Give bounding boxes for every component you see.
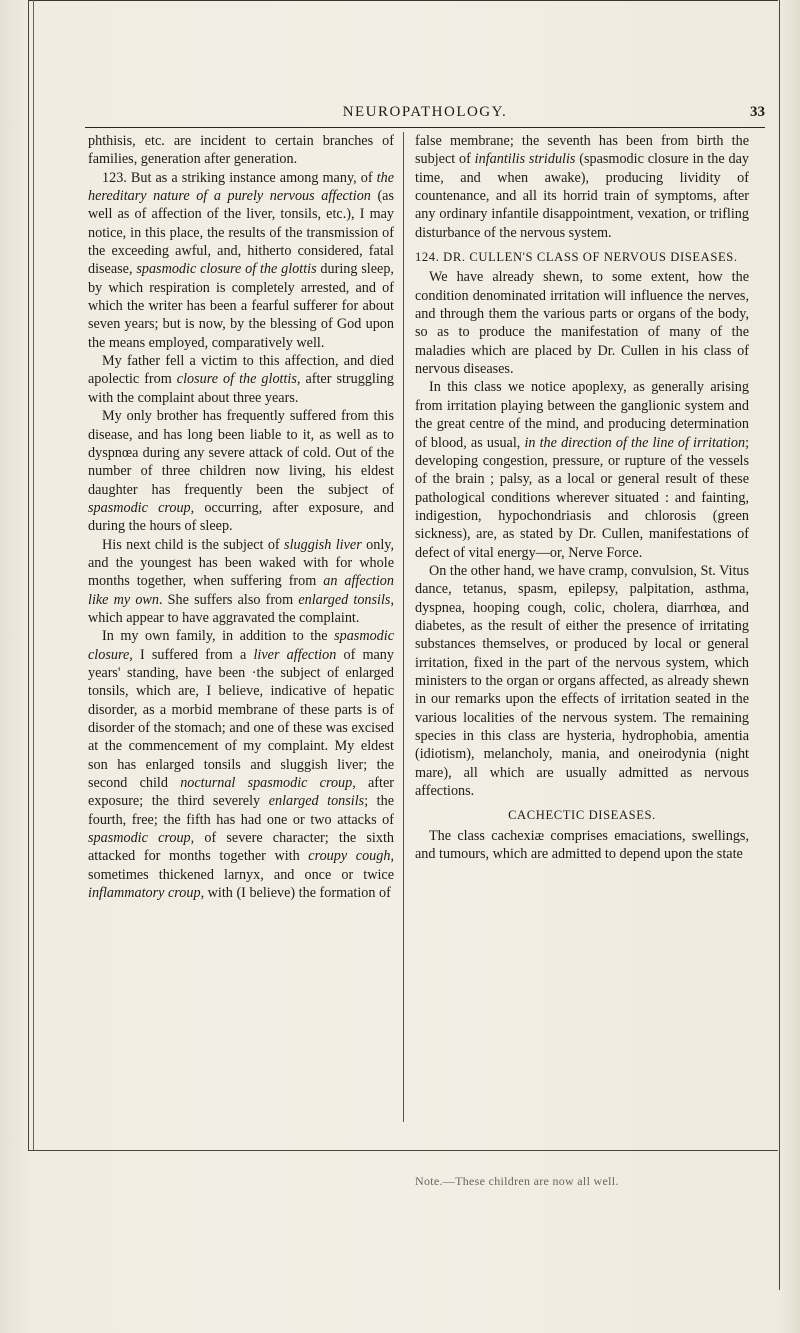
paragraph: We have already shewn, to some extent, how the condition denominated irritation will influence the nerves, and through them the various parts or organs of the body, so as to produce the manifestation of many of the maladies which are placed by Dr. Cullen in his class of nervous diseases. <box>415 269 749 378</box>
paragraph: On the other hand, we have cramp, convulsion, St. Vitus dance, tetanus, spasm, epilepsy, palpitation, asthma, dyspnea, hooping cough, colic, cholera, diarrhœa, and diabetes, as the result of either the presence of irritating substances themselves, or produced by local or general irritation, fixed in the part of the nervous system, which ministers to the organ or organs affected, as already shewn in our remarks upon the effects of irritation seated in the various localities of the nervous system. The remaining species in this class are hysteria, hydrophobia, amentia (idiotism), melancholy, mania, and oneirodynia (night mare), all which are usually admitted as nervous affections. <box>415 562 750 800</box>
paragraph: My father fell a victim to this affection, and died apolectic from closure of the glottis, after struggling with the complaint about three years. <box>88 353 394 406</box>
paragraph: In my own family, in addition to the spasmodic closure, I suffered from a liver affection of many years' standing, have been ·the subject of enlarged tonsils, which are, I believe, indicative of hepatic disorder, as a morbid membrane of these parts is of disorder of the stomach; and one of these was excised at the commencement of my complaint. My eldest son has enlarged tonsils and sluggish liver; the second child nocturnal spasmodic croup, after exposure; the third severely enlarged tonsils; the fourth, free; the fifth has had one or two attacks of spasmodic croup, of severe character; the sixth attacked for months together with croupy cough, sometimes thickened larnyx, and once or twice inflammatory croup, with (I believe) the formation of <box>88 628 394 902</box>
frame-line-right <box>779 0 780 1290</box>
section-heading-124: 124. DR. CULLEN'S CLASS OF NERVOUS DISEASES. <box>415 250 738 265</box>
paragraph: In this class we notice apoplexy, as generally arising from irritation playing between the ganglionic system and the great centre of the mind, and producing determination of blood, as usual, in the direction of the line of irritation; developing congestion, pressure, or rupture of the vessels of the brain ; palsy, as a local or general result of these pathological conditions wherever situated : and fainting, indigestion, hypochondriasis and chlorosis (green sickness), are, as stated by Dr. Cullen, manifestations of defect of vital energy—or, Nerve Force. <box>415 379 750 561</box>
paragraph: The class cachexiæ comprises emaciations, swellings, and tumours, which are admitted to depend upon the state <box>415 827 749 863</box>
page-number: 33 <box>750 104 765 120</box>
column-divider <box>403 132 404 1122</box>
frame-line-left-inner <box>33 0 34 1150</box>
left-column <box>88 132 394 902</box>
header-rule <box>85 127 765 128</box>
frame-line-bottom <box>28 1150 778 1151</box>
paragraph: phthisis, etc. are incident to certain branches of families, generation after generation. <box>88 133 394 168</box>
footnote: Note.—These children are now all well. <box>415 1174 619 1188</box>
paragraph: false membrane; the seventh has been from birth the subject of infantilis stridulis (spasmodic closure in the day time, and when awake), producing lividity of countenance, and all its horrid train of symptoms, after any ordinary infantile disappointment, vexation, or trifling disturbance of the nervous system. <box>415 133 749 241</box>
frame-line-top <box>28 0 778 1</box>
paragraph: His next child is the subject of sluggish liver only, and the youngest has been waked with for whole months together, when suffering from an affection like my own. She suffers also from enlarged tonsils, which appear to have aggravated the complaint. <box>88 536 394 626</box>
running-title: NEUROPATHOLOGY. <box>342 104 508 120</box>
frame-line-left <box>28 0 29 1150</box>
paragraph-123: 123. But as a striking instance among many, of the hereditary nature of a purely nervous affection (as well as of affection of the liver, tonsils, etc.), I may notice, in this place, the results of the transmission of the exceeding awful, and, hitherto considered, fatal disease, spasmodic closure of the glottis during sleep, by which respiration is completely arrested, and of which the writer has been a fearful sufferer for about seven years; but is now, by the blessing of God upon the means employed, comparatively well. <box>88 169 394 351</box>
section-heading-cachectic: CACHECTIC DISEASES. <box>508 808 656 823</box>
right-column <box>415 132 749 863</box>
running-header <box>85 104 765 126</box>
paragraph: My only brother has frequently suffered from this disease, and has long been liable to it, as well as to dyspnœa during any severe attack of cold. Out of the number of three children now living, his eldest daughter has frequently been the subject of spasmodic croup, occurring, after exposure, and during the hours of sleep. <box>88 408 394 535</box>
